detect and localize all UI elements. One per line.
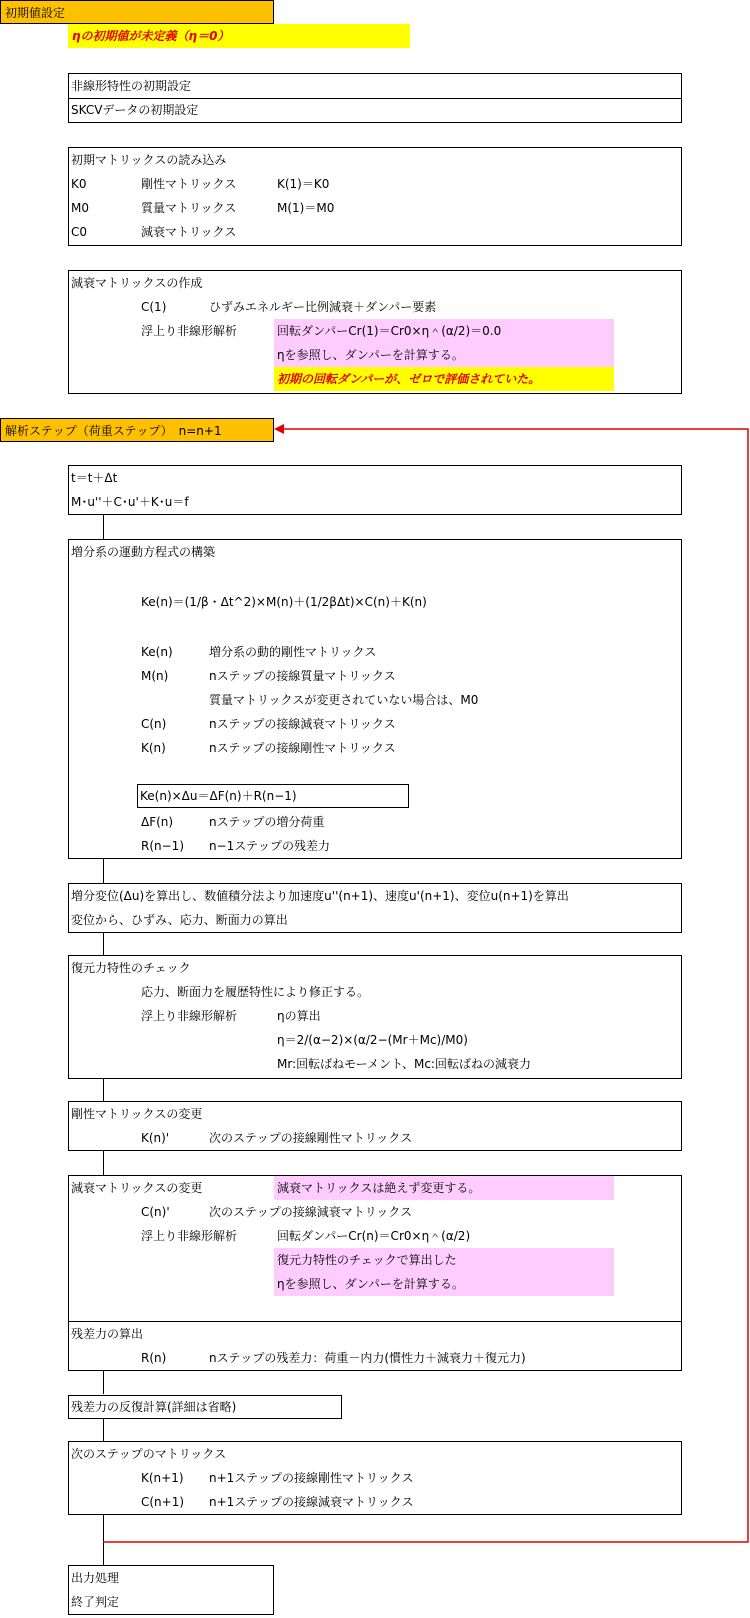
next-description: n+1ステップの接線剛性マトリックス [209, 1471, 414, 1485]
damping-symbol: C(n)' [141, 1205, 170, 1219]
residual-description: nステップの残差力：荷重－内力(慣性力＋減衰力＋復元力) [209, 1351, 526, 1365]
next-symbol: K(n+1) [141, 1471, 184, 1485]
equation-of-motion: M･u''＋C･u'＋K･u＝f [71, 495, 189, 509]
definition-symbol: C(n) [141, 717, 167, 731]
nonlinear-line2: SKCVデータの初期設定 [71, 103, 199, 117]
loop-arrowhead [274, 424, 284, 434]
uplift-label: 浮上り非線形解析 [141, 1009, 238, 1023]
analysis-step-title: 解析ステップ（荷重ステップ） n=n+1 [5, 424, 222, 438]
definition-symbol: R(n−1) [141, 839, 184, 853]
next-step-title: 次のステップのマトリックス [71, 1447, 227, 1461]
next-description: n+1ステップの接線減衰マトリックス [209, 1495, 414, 1509]
restoring-line1: 応力、断面力を履歴特性により修正する。 [141, 985, 370, 999]
init-title: 初期値設定 [5, 6, 66, 20]
definition-description: n−1ステップの残差力 [209, 839, 331, 853]
damper-formula: 回転ダンパーCr(n)＝Cr0×η＾(α/2) [277, 1229, 471, 1243]
definition-description: nステップの接線剛性マトリックス [209, 741, 396, 755]
restoring-title: 復元力特性のチェック [71, 961, 191, 975]
definition-symbol: K(n) [141, 741, 166, 755]
damping-description: 次のステップの接線減衰マトリックス [209, 1205, 413, 1219]
matrix-symbol: C0 [71, 225, 88, 239]
stiffness-symbol: K(n)' [141, 1131, 170, 1145]
definition-symbol: ΔF(n) [141, 815, 174, 829]
time-increment: t＝t＋Δt [71, 471, 118, 485]
incremental-title: 増分系の運動方程式の構築 [71, 545, 216, 559]
definition-symbol: M(n) [141, 669, 169, 683]
displacement-line2: 変位から、ひずみ、応力、断面力の算出 [71, 913, 288, 927]
displacement-line1: 増分変位(Δu)を算出し、数値積分法より加速度u''(n+1)、速度u'(n+1)、変位u(n+1)を算出 [71, 889, 569, 903]
eta-undefined-text: ηの初期値が未定義（η＝0） [72, 29, 230, 43]
matrix-symbol: K0 [71, 177, 87, 191]
definition-description: 質量マトリックスが変更されていない場合は、M0 [209, 693, 479, 707]
damping-change-note: 減衰マトリックスは絶えず変更する。 [277, 1181, 481, 1195]
c1-label: C(1) [141, 300, 167, 314]
uplift-label: 浮上り非線形解析 [141, 1229, 238, 1243]
stiffness-change-title: 剛性マトリックスの変更 [71, 1107, 203, 1121]
matrix-symbol: M0 [71, 201, 89, 215]
definition-description: nステップの接線質量マトリックス [209, 669, 396, 683]
mr-mc-definition: Mr:回転ばねモーメント、Mc:回転ばねの減衰力 [277, 1057, 531, 1071]
loop-arrow-path [103, 429, 748, 1542]
matrix-description: 剛性マトリックス [141, 177, 237, 191]
damper-reference: ηを参照し、ダンパーを計算する。 [277, 348, 464, 362]
init-matrix-title: 初期マトリックスの読み込み [71, 153, 227, 167]
damper-note-line2: ηを参照し、ダンパーを計算する。 [277, 1277, 464, 1291]
residual-iteration-title: 残差力の反復計算(詳細は省略) [71, 1400, 237, 1414]
next-symbol: C(n+1) [141, 1495, 185, 1509]
definition-description: nステップの増分荷重 [209, 815, 325, 829]
uplift-label: 浮上り非線形解析 [141, 324, 238, 338]
matrix-description: 減衰マトリックス [141, 225, 237, 239]
eta-equation: η＝2/(α−2)×(α/2−(Mr＋Mc)/M0) [277, 1033, 468, 1047]
matrix-description: 質量マトリックス [141, 201, 237, 215]
matrix-equation: M(1)＝M0 [277, 201, 335, 215]
matrix-equation: K(1)＝K0 [277, 177, 330, 191]
definition-symbol: Ke(n) [141, 645, 173, 659]
output-line1: 出力処理 [71, 1571, 120, 1585]
residual-title: 残差力の算出 [71, 1327, 144, 1341]
c1-description: ひずみエネルギー比例減衰＋ダンパー要素 [209, 300, 437, 314]
damping-creation-title: 減衰マトリックスの作成 [71, 276, 203, 290]
stiffness-description: 次のステップの接線剛性マトリックス [209, 1131, 413, 1145]
definition-description: 増分系の動的剛性マトリックス [209, 645, 377, 659]
output-line2: 終了判定 [71, 1595, 120, 1609]
definition-description: nステップの接線減衰マトリックス [209, 717, 396, 731]
damping-change-title: 減衰マトリックスの変更 [71, 1181, 203, 1195]
eta-calculation: ηの算出 [277, 1009, 321, 1023]
boxed-equation-text: Ke(n)×Δu＝ΔF(n)＋R(n−1) [140, 789, 297, 803]
nonlinear-line1: 非線形特性の初期設定 [71, 79, 192, 93]
damper-warning: 初期の回転ダンパーが、ゼロで評価されていた。 [277, 372, 541, 386]
damper-note-line1: 復元力特性のチェックで算出した [277, 1253, 457, 1267]
residual-symbol: R(n) [141, 1351, 167, 1365]
ke-equation: Ke(n)＝(1/β・Δt^2)×M(n)＋(1/2βΔt)×C(n)＋K(n) [141, 595, 427, 609]
damper-formula: 回転ダンパーCr(1)＝Cr0×η＾(α/2)＝0.0 [277, 324, 502, 338]
